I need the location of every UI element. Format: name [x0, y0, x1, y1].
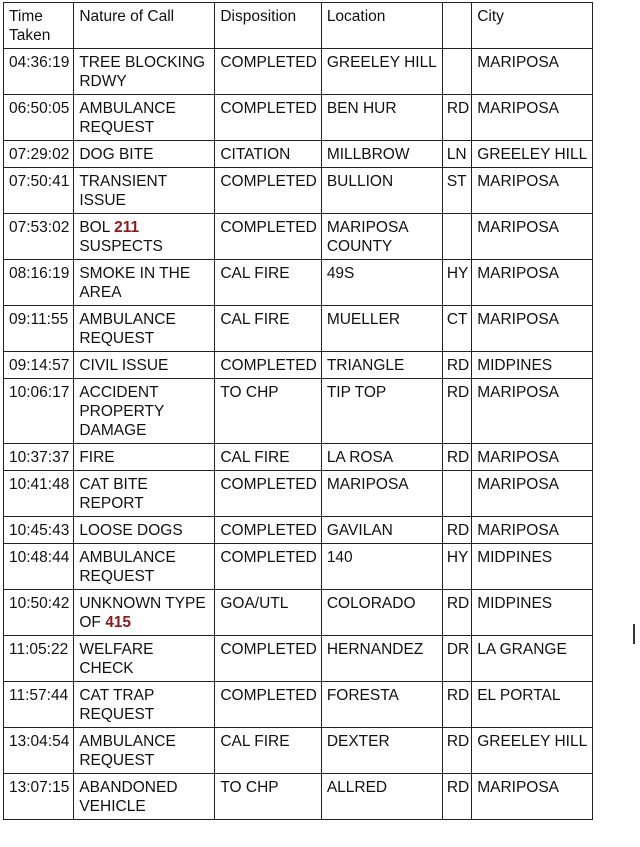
cell-nature: AMBULANCE REQUEST — [74, 306, 215, 352]
cell-city: MIDPINES — [472, 590, 593, 636]
cell-location: GREELEY HILL — [321, 49, 442, 95]
header-location: Location — [321, 3, 442, 49]
cell-city: MARIPOSA — [472, 49, 593, 95]
cell-time: 13:07:15 — [4, 774, 74, 820]
cell-nature: CAT TRAP REQUEST — [74, 682, 215, 728]
table-row — [4, 352, 593, 379]
cell-suffix: RD — [442, 444, 471, 471]
cell-city: MARIPOSA — [472, 306, 593, 352]
cell-time: 13:04:54 — [4, 728, 74, 774]
cell-disposition: COMPLETED — [215, 636, 321, 682]
cell-city: MARIPOSA — [472, 168, 593, 214]
cell-time: 06:50:05 — [4, 95, 74, 141]
header-city: City — [472, 3, 593, 49]
cell-location: HERNANDEZ — [321, 636, 442, 682]
table-row — [4, 141, 593, 168]
cell-nature: SMOKE IN THE AREA — [74, 260, 215, 306]
table-row — [4, 517, 593, 544]
cell-time: 10:45:43 — [4, 517, 74, 544]
cell-location: TRIANGLE — [321, 352, 442, 379]
cell-disposition: COMPLETED — [215, 544, 321, 590]
cell-location: BULLION — [321, 168, 442, 214]
cell-city: MARIPOSA — [472, 95, 593, 141]
cell-location: MUELLER — [321, 306, 442, 352]
header-nature: Nature of Call — [74, 3, 215, 49]
header-suffix — [442, 3, 471, 49]
cell-suffix — [442, 214, 471, 260]
cell-nature: AMBULANCE REQUEST — [74, 728, 215, 774]
cell-city: MARIPOSA — [472, 774, 593, 820]
cell-city: MIDPINES — [472, 544, 593, 590]
table-row — [4, 260, 593, 306]
cell-city: LA GRANGE — [472, 636, 593, 682]
cell-suffix: RD — [442, 728, 471, 774]
header-row — [4, 3, 593, 49]
table-row — [4, 544, 593, 590]
cell-city: MARIPOSA — [472, 214, 593, 260]
cell-location: COLORADO — [321, 590, 442, 636]
table-row — [4, 682, 593, 728]
cell-nature: AMBULANCE REQUEST — [74, 95, 215, 141]
cell-disposition: CAL FIRE — [215, 728, 321, 774]
cell-disposition: COMPLETED — [215, 168, 321, 214]
cell-nature: WELFARE CHECK — [74, 636, 215, 682]
cell-city: GREELEY HILL — [472, 728, 593, 774]
table-row — [4, 728, 593, 774]
cell-time: 11:05:22 — [4, 636, 74, 682]
cell-location: LA ROSA — [321, 444, 442, 471]
cell-suffix: CT — [442, 306, 471, 352]
nature-text: UNKNOWN TYPE OF — [79, 595, 206, 631]
cell-time: 07:53:02 — [4, 214, 74, 260]
cell-suffix — [442, 471, 471, 517]
nature-text-after: SUSPECTS — [79, 238, 163, 255]
table-row — [4, 379, 593, 444]
cell-nature: ACCIDENT PROPERTY DAMAGE — [74, 379, 215, 444]
cell-disposition: CAL FIRE — [215, 444, 321, 471]
cell-nature: CAT BITE REPORT — [74, 471, 215, 517]
cell-location: ALLRED — [321, 774, 442, 820]
cell-suffix: RD — [442, 774, 471, 820]
table-row — [4, 774, 593, 820]
cell-nature: LOOSE DOGS — [74, 517, 215, 544]
cell-disposition: COMPLETED — [215, 95, 321, 141]
cell-disposition: GOA/UTL — [215, 590, 321, 636]
call-log-table — [3, 2, 593, 820]
cell-time: 09:11:55 — [4, 306, 74, 352]
cell-disposition: COMPLETED — [215, 517, 321, 544]
cell-city: MARIPOSA — [472, 517, 593, 544]
cell-location: TIP TOP — [321, 379, 442, 444]
cell-time: 10:37:37 — [4, 444, 74, 471]
cell-disposition: CAL FIRE — [215, 306, 321, 352]
call-code: 415 — [105, 614, 132, 631]
cell-disposition: COMPLETED — [215, 49, 321, 95]
cell-disposition: CAL FIRE — [215, 260, 321, 306]
cell-nature: DOG BITE — [74, 141, 215, 168]
cell-disposition: COMPLETED — [215, 214, 321, 260]
cell-time: 08:16:19 — [4, 260, 74, 306]
table-row — [4, 95, 593, 141]
cell-suffix: RD — [442, 95, 471, 141]
cell-suffix — [442, 49, 471, 95]
cell-time: 07:50:41 — [4, 168, 74, 214]
cell-suffix: HY — [442, 260, 471, 306]
nature-text: BOL — [79, 219, 110, 236]
cell-city: EL PORTAL — [472, 682, 593, 728]
cell-time: 11:57:44 — [4, 682, 74, 728]
cell-suffix: RD — [442, 379, 471, 444]
table-row — [4, 471, 593, 517]
cell-city: MARIPOSA — [472, 379, 593, 444]
cell-nature — [74, 590, 215, 636]
cell-location: 140 — [321, 544, 442, 590]
cell-suffix: RD — [442, 517, 471, 544]
table-row — [4, 636, 593, 682]
cell-location: 49S — [321, 260, 442, 306]
cell-location: MILLBROW — [321, 141, 442, 168]
cell-nature: FIRE — [74, 444, 215, 471]
cell-suffix: RD — [442, 352, 471, 379]
header-time: Time Taken — [4, 3, 74, 49]
cell-disposition: CITATION — [215, 141, 321, 168]
cell-city: MIDPINES — [472, 352, 593, 379]
edge-mark — [633, 624, 635, 644]
cell-time: 07:29:02 — [4, 141, 74, 168]
table-row — [4, 168, 593, 214]
cell-time: 09:14:57 — [4, 352, 74, 379]
cell-city: MARIPOSA — [472, 444, 593, 471]
cell-time: 10:50:42 — [4, 590, 74, 636]
cell-nature: TRANSIENT ISSUE — [74, 168, 215, 214]
cell-disposition: COMPLETED — [215, 471, 321, 517]
cell-nature: CIVIL ISSUE — [74, 352, 215, 379]
cell-location: GAVILAN — [321, 517, 442, 544]
cell-suffix: RD — [442, 590, 471, 636]
cell-suffix: DR — [442, 636, 471, 682]
header-disposition: Disposition — [215, 3, 321, 49]
cell-suffix: RD — [442, 682, 471, 728]
cell-disposition: TO CHP — [215, 379, 321, 444]
cell-location: BEN HUR — [321, 95, 442, 141]
cell-time: 10:06:17 — [4, 379, 74, 444]
cell-time: 10:41:48 — [4, 471, 74, 517]
cell-nature — [74, 214, 215, 260]
call-code: 211 — [114, 219, 140, 236]
cell-city: GREELEY HILL — [472, 141, 593, 168]
cell-location: DEXTER — [321, 728, 442, 774]
cell-suffix: HY — [442, 544, 471, 590]
cell-time: 04:36:19 — [4, 49, 74, 95]
cell-location: FORESTA — [321, 682, 442, 728]
cell-suffix: LN — [442, 141, 471, 168]
table-row — [4, 49, 593, 95]
cell-location: MARIPOSA COUNTY — [321, 214, 442, 260]
table-row — [4, 444, 593, 471]
cell-nature: ABANDONED VEHICLE — [74, 774, 215, 820]
cell-location: MARIPOSA — [321, 471, 442, 517]
cell-city: MARIPOSA — [472, 260, 593, 306]
cell-nature: TREE BLOCKING RDWY — [74, 49, 215, 95]
table-row — [4, 214, 593, 260]
cell-disposition: TO CHP — [215, 774, 321, 820]
cell-disposition: COMPLETED — [215, 682, 321, 728]
cell-disposition: COMPLETED — [215, 352, 321, 379]
cell-city: MARIPOSA — [472, 471, 593, 517]
cell-nature: AMBULANCE REQUEST — [74, 544, 215, 590]
table-row — [4, 590, 593, 636]
cell-suffix: ST — [442, 168, 471, 214]
cell-time: 10:48:44 — [4, 544, 74, 590]
table-row — [4, 306, 593, 352]
